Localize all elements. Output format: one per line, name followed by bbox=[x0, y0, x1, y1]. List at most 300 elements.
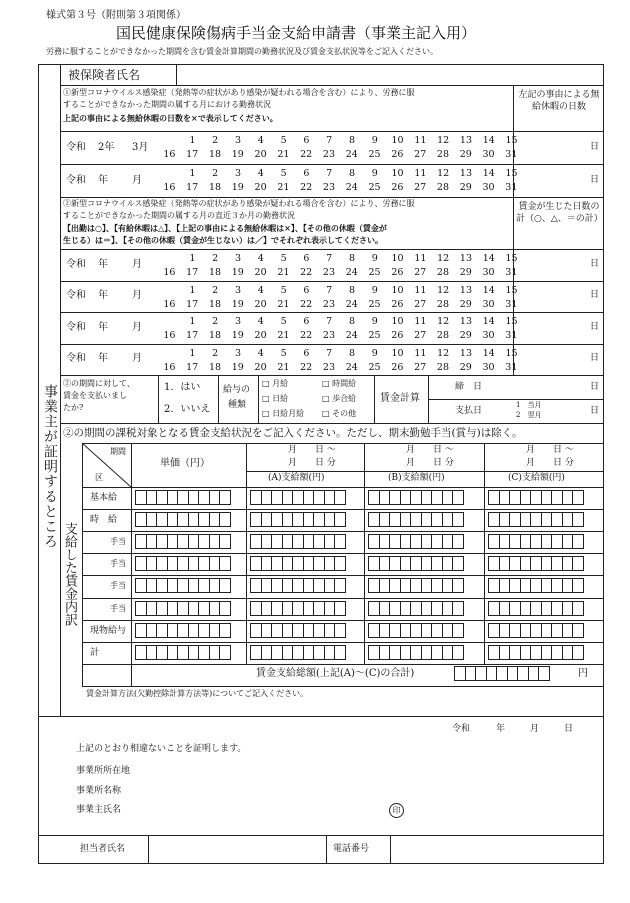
day-cell[interactable]: 9 bbox=[371, 347, 378, 359]
amount-c-boxes[interactable] bbox=[488, 578, 583, 593]
day-cell[interactable]: 9 bbox=[371, 168, 378, 179]
day-cell[interactable]: 17 bbox=[186, 298, 199, 310]
day-cell[interactable]: 17 bbox=[186, 267, 199, 278]
day-cell[interactable]: 3 bbox=[234, 253, 242, 264]
day-cell[interactable]: 13 bbox=[459, 253, 472, 264]
amount-a-boxes[interactable] bbox=[250, 556, 345, 571]
calendar-days-1-15[interactable] bbox=[181, 316, 523, 327]
day-cell[interactable]: 22 bbox=[300, 298, 313, 310]
day-cell[interactable]: 20 bbox=[254, 298, 267, 310]
day-cell[interactable]: 18 bbox=[208, 149, 222, 160]
day-cell[interactable]: 7 bbox=[326, 253, 333, 264]
day-cell[interactable]: 1 bbox=[189, 347, 196, 359]
cal-month[interactable]: 月 bbox=[132, 174, 142, 186]
day-cell[interactable]: 26 bbox=[391, 182, 404, 193]
day-cell[interactable]: 14 bbox=[482, 316, 495, 327]
amount-a-boxes[interactable] bbox=[250, 578, 345, 593]
office-address-label: 事業所所在地 bbox=[76, 766, 131, 776]
day-cell[interactable]: 14 bbox=[482, 253, 495, 264]
calendar-days-16-31[interactable] bbox=[158, 330, 523, 341]
day-cell[interactable]: 12 bbox=[437, 253, 450, 264]
day-cell[interactable]: 15 bbox=[505, 253, 518, 264]
day-cell[interactable]: 30 bbox=[482, 267, 495, 278]
day-cell[interactable]: 8 bbox=[348, 135, 355, 146]
wage-row-label: 手当 bbox=[110, 581, 126, 591]
day-cell[interactable]: 29 bbox=[459, 361, 472, 373]
wage-row-label: 手当 bbox=[110, 603, 126, 613]
cal-month[interactable]: 月 bbox=[132, 258, 142, 270]
day-cell[interactable]: 12 bbox=[437, 135, 450, 146]
day-cell[interactable]: 19 bbox=[231, 267, 244, 278]
pay-yes-option[interactable]: 1．はい bbox=[164, 382, 201, 393]
day-cell[interactable]: 26 bbox=[391, 267, 404, 278]
day-cell[interactable]: 3 bbox=[234, 135, 242, 146]
day-cell[interactable]: 28 bbox=[436, 267, 449, 278]
amount-a-boxes[interactable] bbox=[250, 534, 345, 549]
pay-option-hourly[interactable]: □ 時間給 bbox=[322, 379, 357, 388]
day-cell[interactable]: 1 bbox=[189, 253, 196, 264]
day-cell[interactable]: 25 bbox=[368, 149, 381, 160]
day-cell[interactable]: 6 bbox=[303, 347, 310, 359]
row-divider bbox=[82, 509, 604, 510]
day-cell[interactable]: 31 bbox=[505, 267, 518, 278]
pay-option-daily-monthly[interactable]: □ 日給月給 bbox=[262, 409, 305, 418]
calc-method-field[interactable] bbox=[84, 700, 602, 714]
cal-year[interactable]: 2年 bbox=[98, 141, 115, 153]
day-cell[interactable]: 13 bbox=[459, 284, 472, 296]
day-cell[interactable]: 4 bbox=[257, 347, 264, 359]
day-cell[interactable]: 20 bbox=[254, 182, 267, 193]
day-cell[interactable]: 8 bbox=[348, 316, 355, 327]
day-cell[interactable]: 18 bbox=[208, 267, 222, 278]
day-cell[interactable]: 7 bbox=[326, 168, 333, 179]
day-cell[interactable]: 18 bbox=[208, 298, 222, 310]
day-cell[interactable]: 14 bbox=[482, 347, 495, 359]
office-name-field[interactable] bbox=[160, 785, 580, 799]
unit-price-boxes[interactable] bbox=[135, 578, 230, 593]
day-cell[interactable]: 31 bbox=[505, 182, 518, 193]
day-cell[interactable]: 30 bbox=[482, 182, 495, 193]
office-name-label: 事業所名称 bbox=[76, 786, 122, 796]
day-cell[interactable]: 7 bbox=[326, 316, 333, 327]
day-cell[interactable]: 22 bbox=[300, 330, 313, 341]
col-b-period-start[interactable]: 月 日 〜 bbox=[406, 445, 454, 455]
day-cell[interactable]: 1 bbox=[189, 168, 196, 179]
day-cell[interactable]: 2 bbox=[212, 253, 219, 264]
day-cell[interactable]: 2 bbox=[212, 168, 219, 179]
day-cell[interactable]: 6 bbox=[303, 284, 310, 296]
amount-c-boxes[interactable] bbox=[488, 534, 583, 549]
day-cell[interactable]: 8 bbox=[348, 347, 355, 359]
day-cell[interactable]: 24 bbox=[345, 330, 358, 341]
day-cell[interactable]: 4 bbox=[257, 284, 264, 296]
day-cell[interactable]: 5 bbox=[280, 168, 287, 179]
day-cell[interactable]: 26 bbox=[391, 361, 404, 373]
day-cell[interactable]: 4 bbox=[257, 168, 264, 179]
day-cell[interactable]: 31 bbox=[505, 149, 518, 160]
payday-label: 支払日 bbox=[455, 406, 483, 416]
cal-month[interactable]: 月 bbox=[132, 353, 142, 365]
day-cell[interactable]: 10 bbox=[391, 316, 404, 327]
calendar-days-1-15[interactable] bbox=[181, 168, 523, 179]
day-cell[interactable]: 2 bbox=[212, 135, 219, 146]
section1-right-header: 左記の事由による無給休暇の日数 bbox=[518, 90, 600, 112]
day-cell[interactable]: 10 bbox=[391, 347, 404, 359]
unit-price-boxes[interactable] bbox=[135, 601, 230, 616]
day-cell[interactable]: 9 bbox=[371, 284, 378, 296]
day-cell[interactable]: 10 bbox=[391, 284, 404, 296]
day-cell[interactable]: 19 bbox=[231, 330, 244, 341]
wage-calc-label: 賃金計算 bbox=[380, 393, 420, 404]
day-cell[interactable]: 5 bbox=[280, 347, 287, 359]
owner-name-label: 事業主氏名 bbox=[76, 805, 122, 815]
day-cell[interactable]: 23 bbox=[322, 182, 336, 193]
day-cell[interactable]: 9 bbox=[371, 316, 378, 327]
day-cell[interactable]: 15 bbox=[505, 316, 518, 327]
day-cell[interactable]: 28 bbox=[436, 361, 449, 373]
day-cell[interactable]: 3 bbox=[234, 168, 242, 179]
day-cell[interactable]: 8 bbox=[348, 284, 355, 296]
day-cell[interactable]: 29 bbox=[459, 182, 472, 193]
col-a-period-start[interactable]: 月 日 〜 bbox=[288, 445, 336, 455]
insured-name-field[interactable] bbox=[178, 66, 602, 84]
day-cell[interactable]: 3 bbox=[234, 284, 242, 296]
day-cell[interactable]: 9 bbox=[371, 135, 378, 146]
pay-no-option[interactable]: 2．いいえ bbox=[164, 404, 211, 415]
day-cell[interactable]: 10 bbox=[391, 253, 404, 264]
owner-name-field[interactable] bbox=[160, 804, 380, 818]
day-cell[interactable]: 20 bbox=[254, 267, 267, 278]
amount-a-boxes[interactable] bbox=[250, 490, 345, 505]
day-cell[interactable]: 27 bbox=[414, 361, 427, 373]
day-cell[interactable]: 7 bbox=[326, 347, 333, 359]
col-c-period-end[interactable]: 月 日 分 bbox=[526, 458, 574, 468]
form-number: 様式第３号（附則第３項関係） bbox=[46, 10, 186, 21]
day-cell[interactable]: 31 bbox=[505, 298, 518, 310]
pay-option-monthly[interactable]: □ 月給 bbox=[262, 379, 289, 388]
day-cell[interactable]: 25 bbox=[368, 298, 381, 310]
col-b-period-end[interactable]: 月 日 分 bbox=[406, 458, 454, 468]
day-cell[interactable]: 6 bbox=[303, 135, 310, 146]
amount-a-boxes[interactable] bbox=[250, 601, 345, 616]
cal-year[interactable]: 年 bbox=[98, 174, 108, 186]
amount-a-boxes[interactable] bbox=[250, 512, 345, 527]
cert-statement: 上記のとおり相違ないことを証明します。 bbox=[76, 744, 247, 754]
unit-price-boxes[interactable] bbox=[135, 645, 230, 660]
day-cell[interactable]: 24 bbox=[345, 149, 358, 160]
phone-field[interactable] bbox=[392, 837, 602, 862]
day-cell[interactable]: 22 bbox=[300, 267, 313, 278]
day-cell[interactable]: 27 bbox=[414, 330, 427, 341]
amount-b-boxes[interactable] bbox=[368, 534, 463, 549]
amount-b-boxes[interactable] bbox=[368, 601, 463, 616]
unit-price-label: 単価（円） bbox=[160, 458, 210, 469]
day-cell[interactable]: 14 bbox=[482, 135, 495, 146]
day-cell[interactable]: 17 bbox=[186, 182, 199, 193]
calendar-days-1-15[interactable] bbox=[181, 253, 523, 264]
calendar-days-16-31[interactable] bbox=[158, 267, 523, 278]
amount-b-boxes[interactable] bbox=[368, 490, 463, 505]
day-cell[interactable]: 25 bbox=[368, 330, 381, 341]
day-cell[interactable]: 29 bbox=[459, 149, 472, 160]
day-cell[interactable]: 16 bbox=[163, 330, 176, 341]
day-cell[interactable]: 30 bbox=[482, 298, 495, 310]
day-cell[interactable]: 31 bbox=[505, 330, 518, 341]
day-cell[interactable]: 19 bbox=[231, 182, 244, 193]
day-cell[interactable]: 26 bbox=[391, 330, 404, 341]
day-cell[interactable]: 23 bbox=[322, 267, 336, 278]
day-cell[interactable]: 23 bbox=[322, 298, 336, 310]
day-cell[interactable]: 30 bbox=[482, 361, 495, 373]
day-cell[interactable]: 23 bbox=[322, 330, 336, 341]
day-cell[interactable]: 21 bbox=[277, 267, 290, 278]
day-cell[interactable]: 22 bbox=[300, 149, 313, 160]
cal-year[interactable]: 年 bbox=[98, 321, 108, 333]
day-cell[interactable]: 26 bbox=[391, 298, 404, 310]
day-cell[interactable]: 5 bbox=[280, 253, 287, 264]
day-cell[interactable]: 25 bbox=[368, 182, 381, 193]
day-cell[interactable]: 6 bbox=[303, 253, 310, 264]
calendar-days-16-31[interactable] bbox=[158, 182, 523, 193]
amount-c-boxes[interactable] bbox=[488, 490, 583, 505]
day-cell[interactable]: 17 bbox=[186, 149, 199, 160]
pay-question-3: たか? bbox=[63, 403, 84, 412]
calendar-days-1-15[interactable] bbox=[181, 135, 523, 146]
day-cell[interactable]: 11 bbox=[414, 347, 427, 359]
calendar-days-16-31[interactable] bbox=[158, 362, 523, 373]
unit-price-boxes[interactable] bbox=[135, 623, 230, 638]
cal-month[interactable]: 月 bbox=[132, 290, 142, 302]
day-cell[interactable]: 18 bbox=[208, 361, 222, 373]
day-cell[interactable]: 27 bbox=[414, 267, 427, 278]
section1-desc-2: することができなかった期間の属する月における勤務状況 bbox=[63, 100, 271, 109]
day-cell[interactable]: 21 bbox=[277, 330, 290, 341]
day-cell[interactable]: 16 bbox=[163, 361, 176, 373]
day-cell[interactable]: 15 bbox=[505, 135, 518, 146]
day-cell[interactable]: 11 bbox=[414, 284, 427, 296]
day-cell[interactable]: 5 bbox=[280, 135, 287, 146]
day-cell[interactable]: 11 bbox=[414, 135, 427, 146]
payday-option-next[interactable]: 2 翌月 bbox=[516, 411, 542, 419]
day-cell[interactable]: 19 bbox=[231, 298, 244, 310]
day-cell[interactable]: 21 bbox=[277, 149, 290, 160]
day-cell[interactable]: 21 bbox=[277, 298, 290, 310]
day-cell[interactable]: 20 bbox=[254, 330, 267, 341]
day-cell[interactable]: 27 bbox=[414, 298, 427, 310]
day-cell[interactable]: 18 bbox=[208, 182, 222, 193]
wage-row-label: 手当 bbox=[110, 537, 126, 547]
day-cell[interactable]: 19 bbox=[231, 361, 244, 373]
day-cell[interactable]: 9 bbox=[371, 253, 378, 264]
day-cell[interactable]: 23 bbox=[322, 361, 336, 373]
day-cell[interactable]: 24 bbox=[345, 267, 358, 278]
day-cell[interactable]: 31 bbox=[505, 361, 518, 373]
day-cell[interactable]: 29 bbox=[459, 267, 472, 278]
day-cell[interactable]: 5 bbox=[280, 316, 287, 327]
day-cell[interactable]: 30 bbox=[482, 149, 495, 160]
cal-year[interactable]: 年 bbox=[98, 258, 108, 270]
cert-date-day: 日 bbox=[564, 724, 574, 734]
day-cell[interactable]: 1 bbox=[189, 316, 196, 327]
section2-desc-4: 生じる）は＝】、【その他の休暇（賃金が生じない）は／】でそれぞれ表示してください。 bbox=[63, 235, 383, 245]
day-cell[interactable]: 26 bbox=[391, 149, 404, 160]
day-cell[interactable]: 27 bbox=[414, 149, 427, 160]
day-cell[interactable]: 2 bbox=[212, 316, 219, 327]
unit-price-boxes[interactable] bbox=[135, 534, 230, 549]
day-cell[interactable]: 22 bbox=[300, 182, 313, 193]
day-cell[interactable]: 14 bbox=[482, 168, 495, 179]
row-divider bbox=[60, 281, 604, 282]
day-cell[interactable]: 13 bbox=[459, 168, 472, 179]
day-cell[interactable]: 4 bbox=[257, 316, 264, 327]
day-cell[interactable]: 5 bbox=[280, 284, 287, 296]
day-cell[interactable]: 20 bbox=[254, 149, 267, 160]
amount-b-boxes[interactable] bbox=[368, 512, 463, 527]
col-c-period-start[interactable]: 月 日 〜 bbox=[526, 445, 574, 455]
payday-option-current[interactable]: 1 当月 bbox=[516, 401, 542, 409]
amount-b-boxes[interactable] bbox=[368, 556, 463, 571]
cal-era: 令和 bbox=[66, 290, 86, 302]
cal-month[interactable]: 3月 bbox=[132, 141, 149, 153]
col-a-period-end[interactable]: 月 日 分 bbox=[288, 458, 336, 468]
amount-c-boxes[interactable] bbox=[488, 601, 583, 616]
cal-year[interactable]: 年 bbox=[98, 353, 108, 365]
day-cell[interactable]: 7 bbox=[326, 284, 333, 296]
office-address-field[interactable] bbox=[160, 765, 580, 779]
day-cell[interactable]: 1 bbox=[189, 135, 196, 146]
amount-b-boxes[interactable] bbox=[368, 578, 463, 593]
row-divider bbox=[60, 164, 604, 165]
day-cell[interactable]: 25 bbox=[368, 361, 381, 373]
day-cell[interactable]: 24 bbox=[345, 298, 358, 310]
day-count-unit: 日 bbox=[590, 141, 600, 152]
day-cell[interactable]: 8 bbox=[348, 168, 355, 179]
seal-mark: 印 bbox=[389, 803, 404, 818]
day-cell[interactable]: 27 bbox=[414, 182, 427, 193]
day-cell[interactable]: 16 bbox=[163, 182, 176, 193]
day-cell[interactable]: 28 bbox=[436, 298, 449, 310]
day-cell[interactable]: 15 bbox=[505, 168, 518, 179]
day-cell[interactable]: 1 bbox=[189, 284, 196, 296]
day-cell[interactable]: 22 bbox=[300, 361, 313, 373]
day-cell[interactable]: 15 bbox=[505, 284, 518, 296]
amount-a-boxes[interactable] bbox=[250, 645, 345, 660]
day-cell[interactable]: 11 bbox=[414, 168, 427, 179]
calendar-days-1-15[interactable] bbox=[181, 348, 523, 359]
day-cell[interactable]: 3 bbox=[234, 347, 242, 359]
calendar-days-16-31[interactable] bbox=[158, 149, 523, 160]
day-cell[interactable]: 11 bbox=[414, 253, 427, 264]
day-cell[interactable]: 23 bbox=[322, 149, 336, 160]
day-cell[interactable]: 12 bbox=[437, 168, 450, 179]
day-count-unit: 日 bbox=[590, 258, 600, 269]
day-cell[interactable]: 3 bbox=[234, 316, 242, 327]
corner-top-label: 期間 bbox=[110, 447, 126, 456]
amount-c-boxes[interactable] bbox=[488, 645, 583, 660]
day-cell[interactable]: 17 bbox=[186, 361, 199, 373]
day-cell[interactable]: 7 bbox=[326, 135, 333, 146]
day-cell[interactable]: 29 bbox=[459, 330, 472, 341]
day-cell[interactable]: 6 bbox=[303, 316, 310, 327]
contact-name-field[interactable] bbox=[150, 837, 324, 862]
closing-day-label: 締 日 bbox=[455, 382, 483, 392]
day-cell[interactable]: 28 bbox=[436, 182, 449, 193]
row-divider bbox=[82, 531, 604, 532]
day-cell[interactable]: 10 bbox=[391, 135, 404, 146]
cal-month[interactable]: 月 bbox=[132, 321, 142, 333]
row-divider bbox=[82, 575, 604, 576]
amount-c-boxes[interactable] bbox=[488, 623, 583, 638]
section1-desc-3: 上記の事由による無給休暇の日数を×で表示してください。 bbox=[63, 113, 278, 123]
amount-c-boxes[interactable] bbox=[488, 512, 583, 527]
day-cell[interactable]: 13 bbox=[459, 347, 472, 359]
day-cell[interactable]: 10 bbox=[391, 168, 404, 179]
unit-price-boxes[interactable] bbox=[135, 490, 230, 505]
pay-option-commission[interactable]: □ 歩合給 bbox=[322, 394, 357, 403]
day-cell[interactable]: 16 bbox=[163, 267, 176, 278]
day-cell[interactable]: 19 bbox=[231, 149, 244, 160]
day-cell[interactable]: 13 bbox=[459, 316, 472, 327]
cal-year[interactable]: 年 bbox=[98, 290, 108, 302]
day-cell[interactable]: 11 bbox=[414, 316, 427, 327]
day-cell[interactable]: 2 bbox=[212, 284, 219, 296]
day-cell[interactable]: 28 bbox=[436, 149, 449, 160]
pay-option-other[interactable]: □ その他 bbox=[322, 409, 357, 418]
col-a-header: (A)支給額(円) bbox=[268, 473, 325, 483]
day-cell[interactable]: 21 bbox=[277, 182, 290, 193]
day-cell[interactable]: 14 bbox=[482, 284, 495, 296]
day-count-unit: 日 bbox=[590, 174, 600, 185]
calendar-days-1-15[interactable] bbox=[181, 285, 523, 296]
day-cell[interactable]: 28 bbox=[436, 330, 449, 341]
day-cell[interactable]: 2 bbox=[212, 347, 219, 359]
day-cell[interactable]: 21 bbox=[277, 361, 290, 373]
amount-b-boxes[interactable] bbox=[368, 623, 463, 638]
wage-row-label: 現物給与 bbox=[90, 625, 127, 636]
day-cell[interactable]: 13 bbox=[459, 135, 472, 146]
day-cell[interactable]: 29 bbox=[459, 298, 472, 310]
amount-c-boxes[interactable] bbox=[488, 556, 583, 571]
day-cell[interactable]: 15 bbox=[505, 347, 518, 359]
day-cell[interactable]: 16 bbox=[163, 298, 176, 310]
day-cell[interactable]: 25 bbox=[368, 267, 381, 278]
pay-option-daily[interactable]: □ 日給 bbox=[262, 394, 289, 403]
day-cell[interactable]: 17 bbox=[186, 330, 199, 341]
day-cell[interactable]: 18 bbox=[208, 330, 222, 341]
day-cell[interactable]: 12 bbox=[437, 316, 450, 327]
day-cell[interactable]: 16 bbox=[163, 149, 176, 160]
day-cell[interactable]: 24 bbox=[345, 182, 358, 193]
day-cell[interactable]: 4 bbox=[257, 253, 264, 264]
cert-date-era: 令和 bbox=[452, 724, 471, 734]
unit-price-boxes[interactable] bbox=[135, 556, 230, 571]
day-cell[interactable]: 24 bbox=[345, 361, 358, 373]
day-cell[interactable]: 20 bbox=[254, 361, 267, 373]
day-cell[interactable]: 4 bbox=[257, 135, 264, 146]
day-cell[interactable]: 12 bbox=[437, 284, 450, 296]
day-cell[interactable]: 30 bbox=[482, 330, 495, 341]
amount-a-boxes[interactable] bbox=[250, 623, 345, 638]
day-cell[interactable]: 6 bbox=[303, 168, 310, 179]
total-amount-boxes[interactable] bbox=[454, 666, 549, 681]
pay-question-1: ②の期間に対して、 bbox=[63, 379, 135, 388]
unit-price-boxes[interactable] bbox=[135, 512, 230, 527]
amount-b-boxes[interactable] bbox=[368, 645, 463, 660]
form-title: 国民健康保険傷病手当金支給申請書（事業主記入用） bbox=[116, 24, 477, 42]
day-cell[interactable]: 8 bbox=[348, 253, 355, 264]
day-cell[interactable]: 12 bbox=[437, 347, 450, 359]
calendar-days-16-31[interactable] bbox=[158, 299, 523, 310]
